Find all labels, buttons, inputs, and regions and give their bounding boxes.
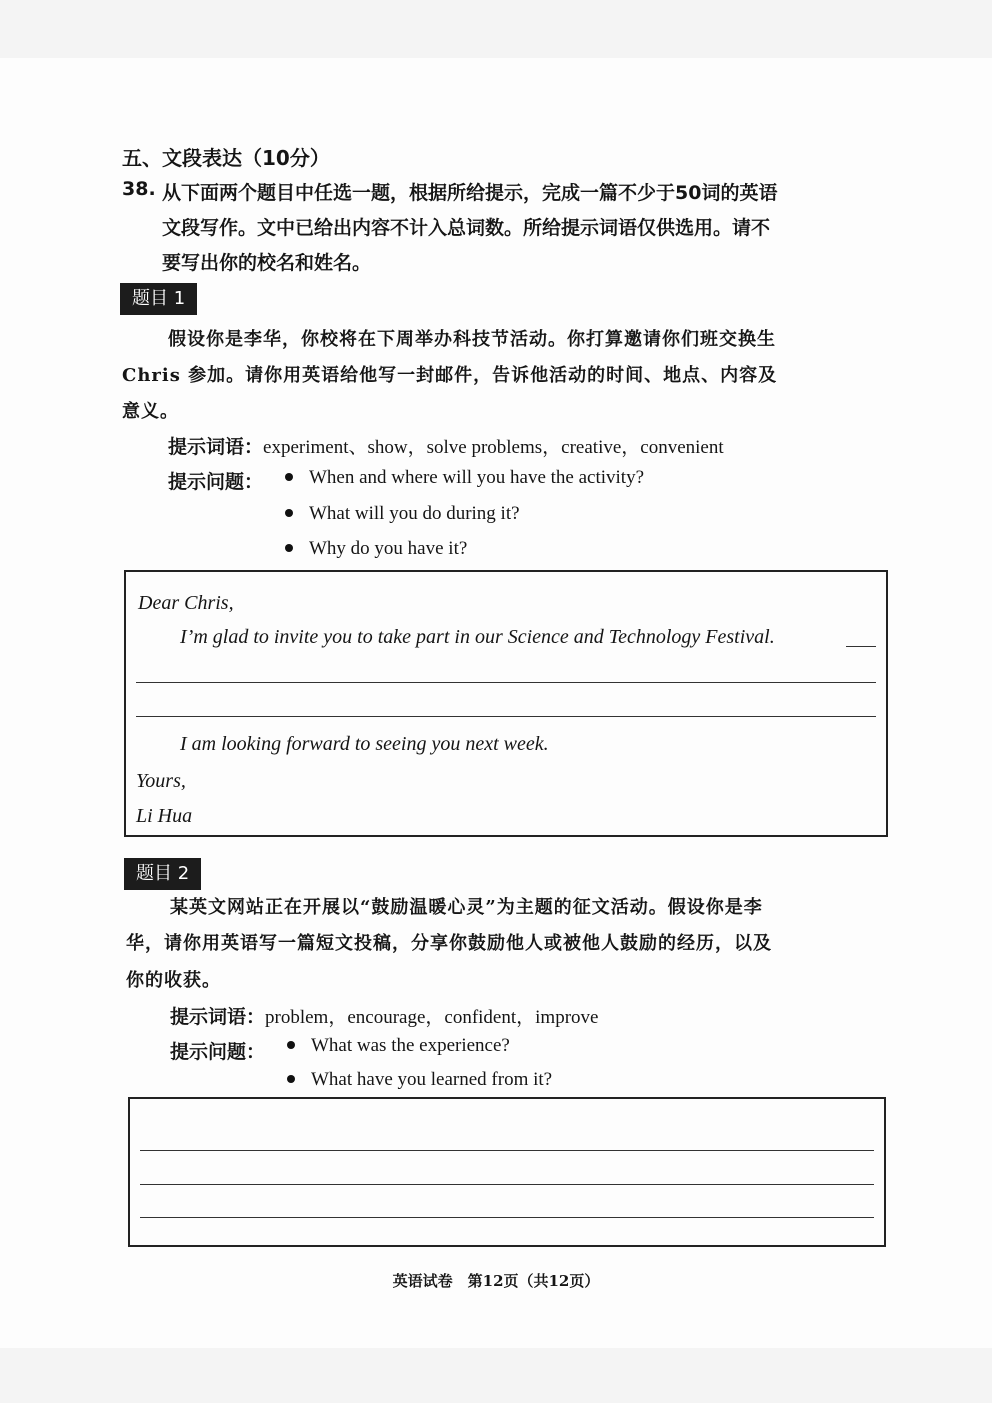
page-footer: 英语试卷 第12页（共12页） [392,1272,600,1290]
hint-question-text: When and where will you have the activity? [309,467,645,488]
bullet-icon [285,473,293,481]
hint-words-value: experiment、show，solve problems，creative，convenient [263,437,724,458]
topic2-prompt-line-1: 某英文网站正在开展以“鼓励温暖心灵”为主题的征文活动。假设你是李 [170,897,763,918]
topic1-prompt-line-1: 假设你是李华，你校将在下周举办科技节活动。你打算邀请你们班交换生 [168,329,776,350]
bullet-icon [287,1075,295,1083]
answer-line[interactable] [136,716,876,717]
bullet-icon [285,544,293,552]
letter-opening: I’m glad to invite you to take part in our Science and Technology Festival. [180,626,775,648]
topic1-hint-question-3 [285,538,467,560]
topic1-hint-question-2 [285,503,520,525]
hint-question-text: What was the experience? [311,1035,510,1056]
hint-words-label: 提示词语： [168,436,264,458]
topic1-hint-questions-label: 提示问题： [168,471,264,493]
hint-words-value: problem，encourage，confident，improve [265,1007,599,1028]
answer-line[interactable] [846,646,876,647]
topic2-hint-words [170,1002,598,1029]
letter-greeting: Dear Chris, [138,592,234,614]
answer-line[interactable] [136,682,876,683]
answer-line[interactable] [140,1217,874,1218]
answer-line[interactable] [140,1184,874,1185]
topic1-tag: 题目 1 [120,283,197,315]
letter-name: Li Hua [136,805,193,827]
question-line-1: 从下面两个题目中任选一题，根据所给提示，完成一篇不少于50词的英语 [162,182,778,204]
question-number: 38. [122,178,156,200]
hint-question-text: Why do you have it? [309,538,468,559]
topic2-prompt-line-3: 你的收获。 [126,970,221,991]
topic1-prompt-line-2: Chris 参加。请你用英语给他写一封邮件，告诉他活动的时间、地点、内容及 [122,365,778,386]
topic2-prompt-line-2: 华，请你用英语写一篇短文投稿，分享你鼓励他人或被他人鼓励的经历，以及 [126,933,772,954]
topic2-hint-question-1 [287,1035,510,1057]
hint-question-text: What will you do during it? [309,503,520,524]
answer-line[interactable] [140,1150,874,1151]
section-title: 五、文段表达（10分） [122,146,330,170]
topic2-hint-question-2 [287,1069,552,1091]
topic1-answer-box[interactable] [124,570,888,837]
bullet-icon [287,1041,295,1049]
topic2-tag: 题目 2 [124,858,201,890]
bullet-icon [285,509,293,517]
question-line-3: 要写出你的校名和姓名。 [162,252,372,274]
topic2-answer-box[interactable] [128,1097,886,1247]
topic1-prompt-line-3: 意义。 [122,401,179,422]
letter-signoff: Yours, [136,770,186,792]
question-line-2: 文段写作。文中已给出内容不计入总词数。所给提示词语仅供选用。请不 [162,217,771,239]
topic2-hint-questions-label: 提示问题： [170,1041,266,1063]
letter-closing: I am looking forward to seeing you next week. [180,733,549,755]
topic1-hint-question-1 [285,467,644,489]
hint-words-label: 提示词语： [170,1006,266,1028]
topic1-hint-words [168,432,724,459]
hint-question-text: What have you learned from it? [311,1069,553,1090]
